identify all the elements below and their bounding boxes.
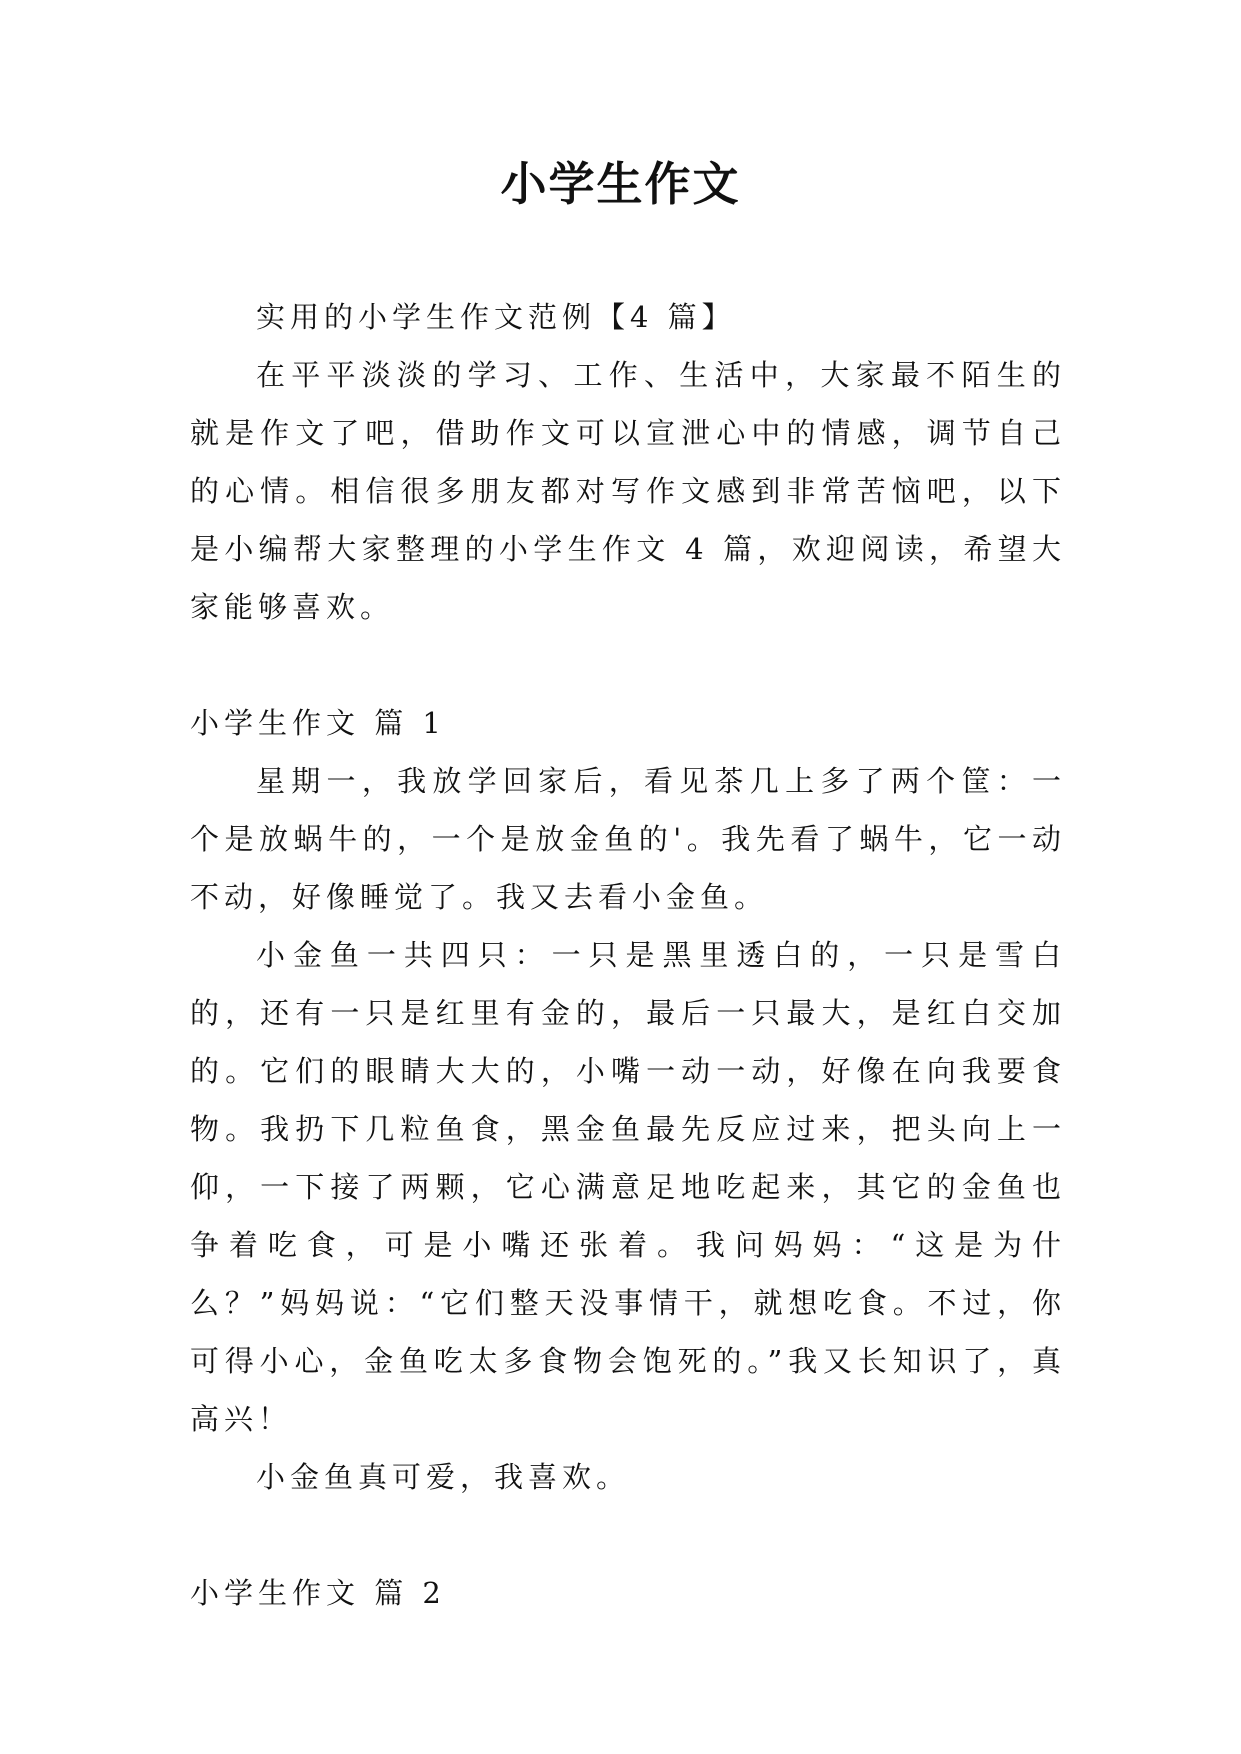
section-spacer — [190, 636, 1066, 694]
section1-paragraph-3: 小金鱼真可爱，我喜欢。 — [256, 1460, 631, 1494]
document-title: 小学生作文 — [500, 157, 741, 211]
intro-paragraph: 在平平淡淡的学习、工作、生活中，大家最不陌生的就是作文了吧，借助作文可以宣泄心中的情感，调节自己的心情。相信很多朋友都对写作文感到非常苦恼吧，以下是小编帮大家整理的小学生作文 4 篇，欢迎阅读，希望大家能够喜欢。 — [190, 358, 1066, 624]
section1-paragraph-1: 星期一，我放学回家后，看见茶几上多了两个筐：一个是放蜗牛的，一个是放金鱼的'。我先看了蜗牛，它一动不动，好像睡觉了。我又去看小金鱼。 — [190, 764, 1066, 914]
document-subtitle: 实用的小学生作文范例【4 篇】 — [256, 300, 736, 334]
section1-paragraph-2: 小金鱼一共四只：一只是黑里透白的，一只是雪白的，还有一只是红里有金的，最后一只最大，是红白交加的。它们的眼睛大大的，小嘴一动一动，好像在向我要食物。我扔下几粒鱼食，黑金鱼最先反应过来，把头向上一仰，一下接了两颗，它心满意足地吃起来，其它的金鱼也争着吃食，可是小嘴还张着。我问妈妈：“这是为什么？”妈妈说：“它们整天没事情干，就想吃食。不过，你可得小心，金鱼吃太多食物会饱死的。”我又长知识了，真高兴！ — [190, 938, 1066, 1436]
section-heading-2: 小学生作文 篇 2 — [190, 1576, 446, 1610]
section-spacer — [190, 1506, 1066, 1564]
document-body — [190, 288, 1066, 1622]
section-heading-1: 小学生作文 篇 1 — [190, 706, 446, 740]
